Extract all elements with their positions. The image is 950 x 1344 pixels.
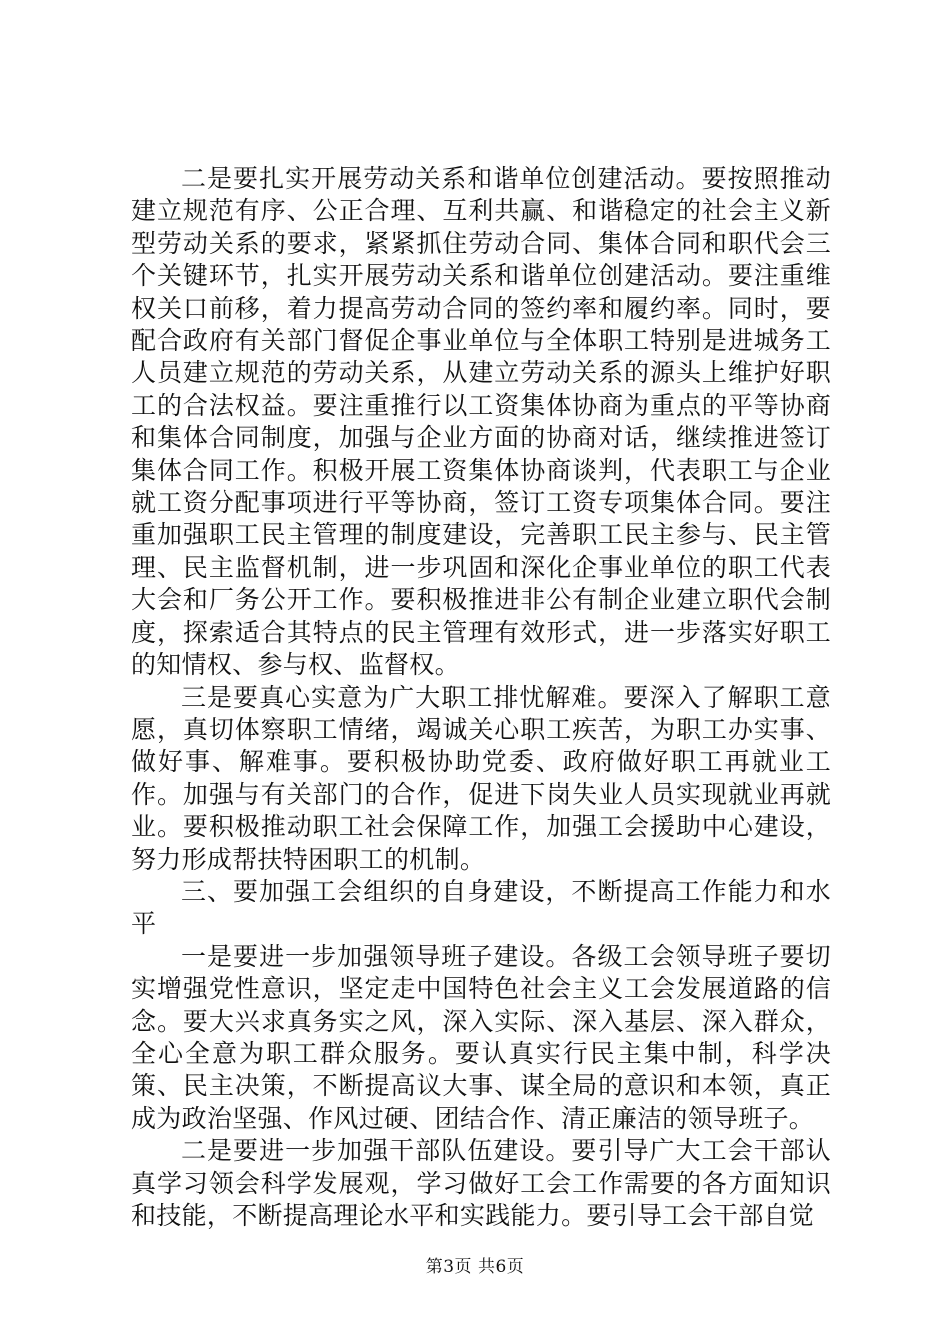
paragraph-leadership-building: 一是要进一步加强领导班子建设。各级工会领导班子要切实增强党性意识，坚定走中国特色社会主义工会发展道路的信念。要大兴求真务实之风，深入实际、深入基层、深入群众，全心全意为职工群众服务。要认真实行民主集中制，科学决策、民主决策，不断提高议大事、谋全局的意识和本领，真正成为政治坚强、作风过硬、团结合作、清正廉洁的领导班子。 <box>131 941 831 1133</box>
paragraph-cadre-building: 二是要进一步加强干部队伍建设。要引导广大工会干部认真学习领会科学发展观，学习做好工会工作需要的各方面知识和技能，不断提高理论水平和实践能力。要引导工会干部自觉 <box>131 1136 831 1230</box>
paragraph-worker-assistance: 三是要真心实意为广大职工排忧解难。要深入了解职工意愿，真切体察职工情绪，竭诚关心职工疾苦，为职工办实事、做好事、解难事。要积极协助党委、政府做好职工再就业工作。加强与有关部门的合作，促进下岗失业人员实现就业再就业。要积极推动职工社会保障工作，加强工会援助中心建设，努力形成帮扶特困职工的机制。 <box>131 682 831 874</box>
document-body <box>131 163 831 1232</box>
paragraph-labor-relations: 二是要扎实开展劳动关系和谐单位创建活动。要按照推动建立规范有序、公正合理、互利共赢、和谐稳定的社会主义新型劳动关系的要求，紧紧抓住劳动合同、集体合同和职代会三个关键环节，扎实开展劳动关系和谐单位创建活动。要注重维权关口前移，着力提高劳动合同的签约率和履约率。同时，要配合政府有关部门督促企事业单位与全体职工特别是进城务工人员建立规范的劳动关系，从建立劳动关系的源头上维护好职工的合法权益。要注重推行以工资集体协商为重点的平等协商和集体合同制度，加强与企业方面的协商对话，继续推进签订集体合同工作。积极开展工资集体协商谈判，代表职工与企业就工资分配事项进行平等协商，签订工资专项集体合同。要注重加强职工民主管理的制度建设，完善职工民主参与、民主管理、民主监督机制，进一步巩固和深化企事业单位的职工代表大会和厂务公开工作。要积极推进非公有制企业建立职代会制度，探索适合其特点的民主管理有效形式，进一步落实好职工的知情权、参与权、监督权。 <box>131 164 831 680</box>
page-footer: 第3页 共6页 <box>425 1257 525 1277</box>
section-heading-self-building: 三、要加强工会组织的自身建设，不断提高工作能力和水平 <box>131 876 831 939</box>
